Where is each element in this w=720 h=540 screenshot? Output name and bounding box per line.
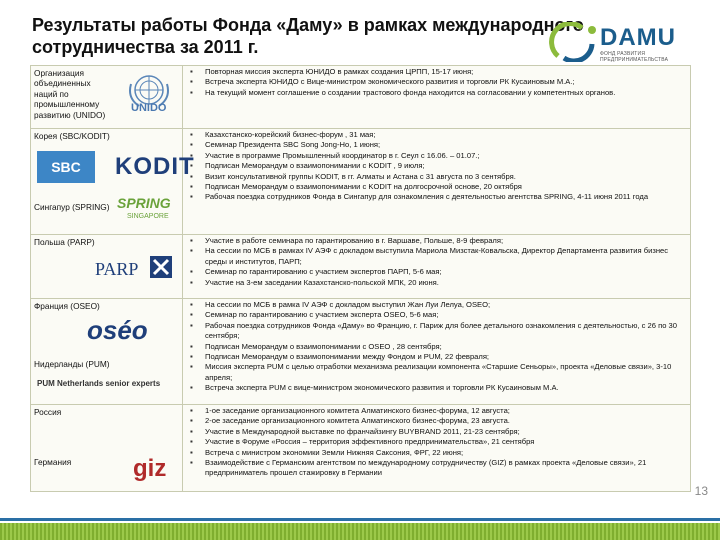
list-item: ▪ Семинар по гарантированию с участием эксперта OSEO, 5-6 мая; (205, 310, 686, 320)
org-name: Корея (SBC/KODIT) (34, 131, 110, 141)
list-item: ▪ Взаимодействие с Германским агентством по международному сотрудничеству (GIZ) в рамках проекта «Деловые связи», 21 предприниматель прошел стажировку в Германии (205, 458, 686, 479)
list-item: ▪ Встреча эксперта PUM с вице-министром экономического развития и торговли РК Кусаиновым М.А. (205, 383, 686, 393)
table-row (31, 235, 691, 299)
pum-logo: PUM Netherlands senior experts (37, 379, 161, 388)
org-cell (31, 235, 183, 299)
org-name: Франция (OSEO) (34, 301, 100, 311)
cooperation-table (30, 65, 691, 492)
list-item: ▪ Казахстанско-корейский бизнес-форум , 31 мая; (205, 130, 686, 140)
brand-tagline: ФОНД РАЗВИТИЯ ПРЕДПРИНИМАТЕЛЬСТВА (600, 51, 669, 63)
parp-logo: PARP (95, 259, 139, 279)
list-item: ▪ Рабочая поездка сотрудников Фонда в Сингапур для ознакомления с деятельностью агентства SPRING, 4-11 июня 2011 года (205, 192, 686, 202)
list-item: ▪ Участие в работе семинара по гарантированию в г. Варшаве, Польше, 8-9 февраля; (205, 236, 686, 246)
org-cell (31, 66, 183, 129)
items-cell (183, 66, 691, 129)
org-cell (31, 129, 195, 235)
org-name-2: Германия (34, 457, 72, 467)
list-item: ▪ Миссия эксперта PUM с целью отработки механизма реализации компонента «Старшие Сеньоры», проекта «Деловые связи», 3-10 апреля; (205, 362, 686, 383)
list-item: ▪ Подписан Меморандум о взаимопонимании с KODIT на долгосрочной основе, 20 октября (205, 182, 686, 192)
list-item: ▪ 1-ое заседание организационного комитета Алматинского бизнес-форума, 12 августа; (205, 406, 686, 416)
footer-bar (0, 523, 720, 540)
list-item: ▪ 2-ое заседание организационного комитета Алматинского бизнес-форума, 23 августа. (205, 416, 686, 426)
org-name: Россия (34, 407, 62, 417)
table-row (31, 405, 691, 492)
list-item: ▪ Встреча с министром экономики Земли Нижняя Саксония, ФРГ, 22 июня; (205, 448, 686, 458)
list-item: ▪ Повторная миссия эксперта ЮНИДО в рамках создания ЦРПП, 15-17 июня; (205, 67, 686, 77)
item-list (183, 299, 690, 396)
list-item: ▪ Подписан Меморандум о взаимопонимании с OSEO , 28 сентября; (205, 342, 686, 352)
item-list (183, 405, 690, 481)
parp-emblem-icon (149, 255, 173, 279)
org-cell (31, 299, 183, 405)
org-name: Польша (PARP) (34, 237, 95, 247)
items-cell (183, 405, 691, 492)
sbc-logo: SBC (37, 151, 95, 183)
page-number: 13 (694, 484, 708, 498)
table-row (31, 129, 691, 235)
items-cell (183, 235, 691, 299)
page-title: Результаты работы Фонда «Даму» в рамках международного сотрудничества за 2011 г. (32, 15, 584, 57)
list-item: ▪ Подписан Меморандум о взаимопонимании между Фондом и PUM, 22 февраля; (205, 352, 686, 362)
table-row (31, 66, 691, 129)
kodit-logo: KODIT (115, 153, 195, 180)
org-name-2: Нидерланды (PUM) (34, 359, 110, 369)
items-cell (183, 129, 691, 235)
item-list (183, 66, 690, 100)
list-item: ▪ Визит консультативной группы KODIT, в гг. Алматы и Астана с 31 августа по 3 сентября. (205, 172, 686, 182)
list-item: ▪ На сессии по МСБ в рамках IV АЭФ с докладом выступила Мариола Мизстак-Ковальска, Директор Департамента развития бизнес среды и институтов, ПАРП; (205, 246, 686, 267)
brand-name: DAMU (600, 24, 676, 51)
list-item: ▪ Встреча эксперта ЮНИДО с Вице-министром экономического развития и торговли РК Кусаиновым М.А.; (205, 77, 686, 87)
org-name-2: Сингапур (SPRING) (34, 202, 110, 212)
list-item: ▪ Семинар Президента SBC Song Jong-Ho, 1 июня; (205, 140, 686, 150)
list-item: ▪ Участие в программе Промышленный координатор в г. Сеул с 16.06. – 01.07.; (205, 151, 686, 161)
list-item: ▪ Участие на 3-ем заседании Казахстанско-польской МПК, 20 июня. (205, 278, 686, 288)
oseo-logo: oséo (87, 315, 148, 345)
list-item: ▪ Участие в Форуме «Россия – территория эффективного предпринимательства», 21 сентября (205, 437, 686, 447)
list-item: ▪ Подписан Меморандум о взаимопонимании с KODIT , 9 июля; (205, 161, 686, 171)
list-item: ▪ Семинар по гарантированию с участием экспертов ПАРП, 5-6 мая; (205, 267, 686, 277)
list-item: ▪ На сессии по МСБ в рамка IV АЭФ с докладом выступил Жан Луи Лелуа, OSEO; (205, 300, 686, 310)
spring-logo-sub: SINGAPORE (127, 213, 169, 220)
list-item: ▪ Участие в Международной выставке по франчайзингу BUYBRAND 2011, 21-23 сентября; (205, 427, 686, 437)
list-item: ▪ На текущий момент соглашение о создании трастового фонда находится на согласовании у компетентных органов. (205, 88, 686, 98)
org-name: Организация объединенных наций по промышленному развитию (UNIDO) (34, 68, 106, 120)
footer-line (0, 518, 720, 521)
org-cell (31, 405, 183, 492)
list-item: ▪ Рабочая поездка сотрудников Фонда «Даму» во Францию, г. Париж для более детального ознакомления с деятельностью, с 26 по 30 сентября; (205, 321, 686, 342)
table-row (31, 299, 691, 405)
giz-logo: giz (133, 455, 167, 482)
item-list (183, 129, 690, 205)
unido-logo-text: UNIDO (131, 102, 167, 114)
items-cell (183, 299, 691, 405)
item-list (183, 235, 690, 290)
spring-logo: SPRING (117, 195, 171, 211)
